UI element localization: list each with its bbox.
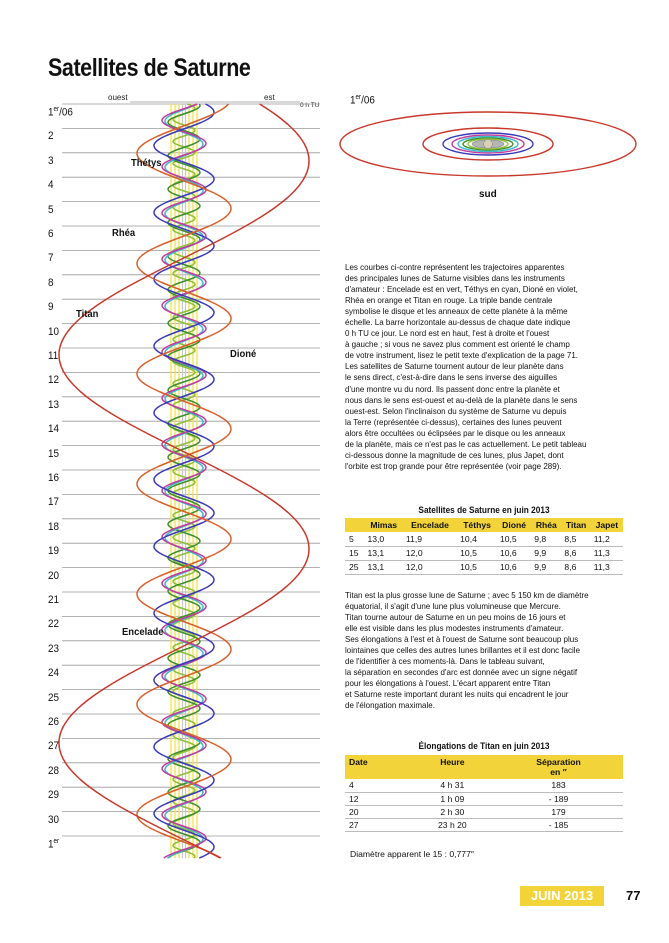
table-cell: 11,3 xyxy=(591,560,623,574)
table-cell: 10,4 xyxy=(457,532,497,546)
page-number: 77 xyxy=(626,888,641,903)
table-cell: 10,6 xyxy=(497,546,531,560)
table-cell: 13,0 xyxy=(364,532,402,546)
table-cell: 23 h 20 xyxy=(411,818,494,831)
table-row xyxy=(345,532,623,546)
table-header xyxy=(345,518,364,532)
dione-curve xyxy=(154,104,214,858)
table-cell: 10,5 xyxy=(457,546,497,560)
date-label: 24 xyxy=(48,667,60,680)
table-cell: 13,1 xyxy=(364,560,402,574)
table-row xyxy=(345,546,623,560)
table-cell: 9,9 xyxy=(531,560,561,574)
text-line: et Saturne reste important durant les nuits qui encadrent le jour xyxy=(345,689,569,700)
table-cell: 15 xyxy=(345,546,364,560)
date-label: 25 xyxy=(48,691,60,704)
date-label: 23 xyxy=(48,642,60,655)
text-line: de votre instrument, lisez le petit texte d'explication de la page 71. xyxy=(345,350,578,361)
date-label: 22 xyxy=(48,618,60,631)
enceladus-curve xyxy=(168,104,200,858)
magnitude-table xyxy=(345,518,623,575)
date-label: 18 xyxy=(48,520,60,533)
text-line: échelle. La barre horizontale au-dessus de chaque date indique xyxy=(345,317,571,328)
saturn-disk xyxy=(484,140,493,149)
orbit-diagram-direction: sud xyxy=(479,189,497,200)
date-label: 21 xyxy=(48,594,60,606)
text-line: Les satellites de Saturne tournent autour de leur planète dans xyxy=(345,361,564,372)
text-line: la séparation en secondes d'arc est donnée avec un signe négatif xyxy=(345,667,578,678)
date-label: 5 xyxy=(48,203,54,216)
text-line: de la planète, mais ce n'est pas le cas actuellement. Le petit tableau xyxy=(345,438,587,449)
table-cell: 11,9 xyxy=(403,532,457,546)
text-line: Les courbes ci-contre représentent les trajectoires apparentes xyxy=(345,262,565,272)
table-cell: 11,3 xyxy=(591,546,623,560)
table-cell: 10,5 xyxy=(497,532,531,546)
table-cell: 12 xyxy=(345,792,411,805)
date-label: 10 xyxy=(48,325,60,338)
moon-label-encelade: Encelade xyxy=(122,626,164,638)
table-cell: 8,6 xyxy=(561,546,590,560)
text-line: alors être occultées ou éclipsées par le disque ou les anneaux xyxy=(345,427,566,438)
table-row xyxy=(345,560,623,574)
date-label: 15 xyxy=(48,447,60,460)
footnote: Diamètre apparent le 15 : 0,777″ xyxy=(350,849,474,859)
date-label: 26 xyxy=(48,716,60,728)
table-cell: 4 h 31 xyxy=(411,779,494,792)
text-line: ci-dessous donne la magnitude de ces lunes, plus Japet, dont xyxy=(345,449,564,460)
date-label: 20 xyxy=(48,569,60,582)
date-label: 6 xyxy=(48,228,54,240)
orbit-diagram-date: 1er/06 xyxy=(350,94,375,107)
table-cell: 25 xyxy=(345,560,364,574)
table-row xyxy=(345,779,623,792)
table-row xyxy=(345,805,623,818)
text-line: l'orbite est trop grande pour être représentée (voir page 289). xyxy=(345,460,562,471)
table-cell: 1 h 09 xyxy=(411,792,494,805)
date-label: 1er/06 xyxy=(48,106,73,119)
table-cell: 13,1 xyxy=(364,546,402,560)
table-cell: - 185 xyxy=(494,818,623,831)
table-header: Téthys xyxy=(457,518,497,532)
table-row xyxy=(345,818,623,831)
text-line: Ses élongations à l'est et à l'ouest de Saturne sont beaucoup plus xyxy=(345,634,579,645)
table-cell: 12,0 xyxy=(403,546,457,560)
elongation-table xyxy=(345,755,623,832)
text-line: pour les élongations à l'ouest. L'écart apparent entre Titan xyxy=(345,678,551,689)
table-cell: 27 xyxy=(345,818,411,831)
text-line: ouest-est. Selon l'inclinaison du système de Saturne vu depuis xyxy=(345,405,567,416)
text-line: Titan tourne autour de Saturne en un peu moins de 16 jours et xyxy=(345,612,566,623)
table-header: Heure xyxy=(411,755,494,779)
date-label: 13 xyxy=(48,398,60,411)
table-cell: 10,5 xyxy=(457,560,497,574)
date-label: 28 xyxy=(48,764,60,777)
date-label: 30 xyxy=(48,813,60,826)
text-line: à gauche ; si vous ne savez plus comment est orienté le champ xyxy=(345,339,570,350)
table-cell: 11,2 xyxy=(591,532,623,546)
table-header: Japet xyxy=(591,518,623,532)
text-line: d'amateur : Encelade est en vert, Téthys en cyan, Dioné en violet, xyxy=(345,284,578,295)
date-label: 4 xyxy=(48,179,54,192)
table-row xyxy=(345,792,623,805)
table-header: Date xyxy=(345,755,411,779)
text-line: d'une montre vu du nord. Ils passent donc entre la planète et xyxy=(345,383,560,394)
table-cell: 9,9 xyxy=(531,546,561,560)
date-label: 11 xyxy=(48,350,59,362)
intro-paragraph xyxy=(345,262,604,472)
text-line: nous dans le sens est-ouest et au-delà de la planète dans le sens xyxy=(345,394,578,405)
table-cell: 2 h 30 xyxy=(411,805,494,818)
text-line: elle est visible dans les plus modestes instruments d'amateur. xyxy=(345,623,564,634)
table-cell: 8,6 xyxy=(561,560,590,574)
moon-label-titan: Titan xyxy=(76,308,99,320)
page-title: Satellites de Saturne xyxy=(48,54,251,82)
table-cell: 179 xyxy=(494,805,623,818)
date-label: 12 xyxy=(48,374,60,387)
table-cell: 10,6 xyxy=(497,560,531,574)
month-tab: JUIN 2013 xyxy=(520,886,604,906)
date-label: 3 xyxy=(48,154,54,167)
table-header: Séparation en ″ xyxy=(494,755,623,779)
table-header: Mimas xyxy=(364,518,402,532)
date-label: 8 xyxy=(48,276,54,289)
date-label: 14 xyxy=(48,423,60,436)
table-header: Rhéa xyxy=(531,518,561,532)
date-label: 29 xyxy=(48,789,60,802)
date-label: 17 xyxy=(48,496,60,509)
text-line: le sens direct, c'est-à-dire dans le sens inverse des aiguilles xyxy=(345,372,558,383)
date-label: 2 xyxy=(48,130,54,143)
chart-label-east: est xyxy=(264,93,275,102)
text-line: la Terre (représentée ci-dessus), certaines des lunes peuvent xyxy=(345,416,562,427)
date-label: 19 xyxy=(48,545,60,558)
date-label: 9 xyxy=(48,301,54,314)
text-line: lointaines que celles des autres lunes brillantes et il est donc facile xyxy=(345,645,581,656)
moon-label-tethys: Thétys xyxy=(131,157,162,169)
text-line: équatorial, il s'agit d'une lune plus volumineuse que Mercure. xyxy=(345,601,561,612)
titan-paragraph xyxy=(345,590,604,712)
table-cell: - 189 xyxy=(494,792,623,805)
text-line: Rhéa en orange et Titan en rouge. La triple bande centrale xyxy=(345,295,553,306)
table-cell: 4 xyxy=(345,779,411,792)
mag-table-title: Satellites de Saturne en juin 2013 xyxy=(418,505,550,515)
text-line: Titan est la plus grosse lune de Saturne ; avec 5 150 km de diamètre xyxy=(345,590,589,600)
moon-label-rhea: Rhéa xyxy=(112,227,136,239)
text-line: 0 h TU ce jour. Le nord est en haut, l'est à droite et l'ouest xyxy=(345,328,550,339)
tethys-curve xyxy=(162,104,206,858)
table-header: Encelade xyxy=(403,518,457,532)
text-line: symbolise le disque et les anneaux de cette planète à la même xyxy=(345,306,568,317)
date-label: 7 xyxy=(48,252,54,265)
date-label: 1er xyxy=(48,838,60,851)
text-line: de l'élongation maximale. xyxy=(345,700,435,711)
date-label: 27 xyxy=(48,740,60,753)
chart-label-time: 0 h TU xyxy=(300,102,320,109)
chart-label-west: ouest xyxy=(108,93,128,102)
text-line: de l'identifier à ces moments-là. Dans le tableau suivant, xyxy=(345,656,545,667)
table-cell: 20 xyxy=(345,805,411,818)
table-cell: 5 xyxy=(345,532,364,546)
titan-curve xyxy=(59,104,309,858)
rhea-curve xyxy=(137,104,231,858)
text-line: des principales lunes de Saturne visibles dans les instruments xyxy=(345,273,565,284)
table-header: Dioné xyxy=(497,518,531,532)
table-cell: 8,5 xyxy=(561,532,590,546)
moon-label-dione: Dioné xyxy=(230,348,257,360)
table-cell: 183 xyxy=(494,779,623,792)
date-label: 16 xyxy=(48,472,60,484)
elo-table-title: Élongations de Titan en juin 2013 xyxy=(418,741,550,751)
table-header: Titan xyxy=(561,518,590,532)
table-cell: 12,0 xyxy=(403,560,457,574)
table-cell: 9,8 xyxy=(531,532,561,546)
